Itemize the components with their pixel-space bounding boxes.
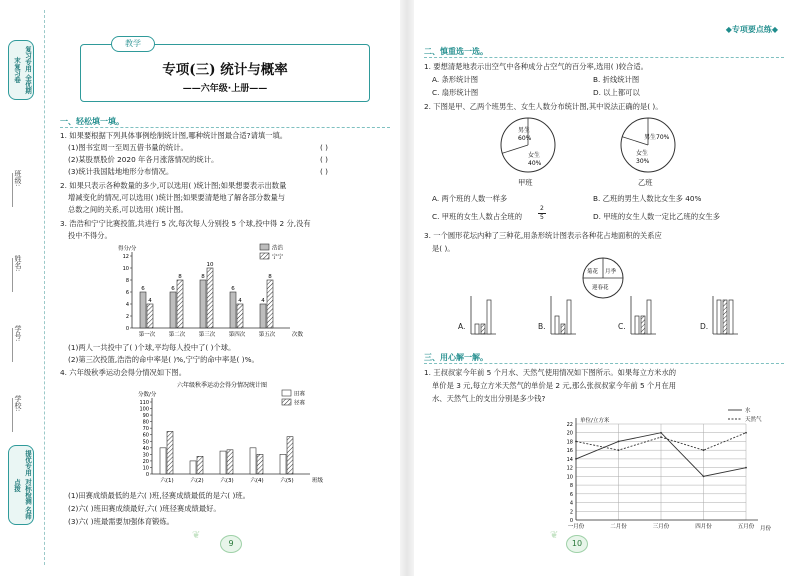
chart-title: 六年级秋季运动会得分情况统计图 [176, 382, 268, 389]
choice-question-2: 2. 下图是甲、乙两个班男生、女生人数分布统计图,其中说法正确的是( )。 [424, 102, 663, 111]
y-tick-label: 10 [566, 474, 573, 481]
pie1-girl-pct: 40% [528, 160, 542, 167]
question-2-line-2: 增减变化的情况,可以选用( )统计图;如果要清楚地了解各部分数量与 [68, 193, 286, 202]
bar-value-label: 4 [261, 298, 265, 304]
category-label: 六(4) [250, 478, 264, 484]
page-fold [400, 0, 414, 576]
category-label: 三月份 [652, 524, 670, 530]
y-tick-label: 18 [566, 439, 573, 446]
pie1-boy-label: 男生 [518, 127, 531, 134]
y-tick-label: 4 [125, 302, 129, 308]
y-tick-label: 8 [125, 278, 129, 284]
binding-sidebar [0, 0, 50, 576]
question-3-2: (2)第三次投篮,浩浩的命中率是( )%,宁宁的命中率是( )%。 [68, 355, 259, 364]
option-a-label[interactable]: A. [458, 322, 466, 331]
option-d-label[interactable]: D. [700, 322, 709, 331]
category-label: 一月份 [567, 524, 585, 530]
data-point [660, 436, 662, 438]
section-1-divider [60, 127, 390, 128]
bar-series-2 [237, 304, 243, 328]
category-label: 六(3) [220, 478, 234, 484]
data-point [618, 441, 620, 443]
y-tick-label: 50 [142, 439, 149, 446]
legend-label: 径赛 [294, 400, 306, 407]
y-tick-label: 80 [142, 419, 149, 426]
choice-2-option-d[interactable]: D. 甲班的女生人数一定比乙班的女生多 [593, 212, 721, 221]
bar-series-2 [167, 431, 173, 474]
bar-value-label: 8 [268, 274, 272, 280]
section-2-heading: 二、慎重选一选。 [424, 47, 488, 56]
right-page [418, 0, 790, 576]
bar-series-1 [260, 304, 266, 328]
question-3-1: (1)两人一共投中了( )个球,平均每人投中了( )个球。 [68, 343, 236, 352]
y-tick-label: 6 [569, 491, 573, 498]
bar-series-1 [250, 448, 256, 474]
y-tick-label: 0 [145, 472, 149, 478]
category-label: 第五次 [258, 332, 276, 338]
y-tick-label: 10 [122, 266, 129, 272]
flower3-label: 迎春花 [592, 285, 609, 291]
question-2-line-3: 总数之间的关系,可以选用( )统计图。 [68, 205, 188, 214]
option-d-bars[interactable] [712, 296, 738, 336]
y-tick-label: 20 [142, 458, 149, 465]
category-label: 第四次 [228, 332, 246, 338]
page-title: 专项(三) 统计与概率 [162, 62, 288, 78]
leaf-decoration-icon: ❦ [550, 530, 559, 541]
page-subtitle: ——六年级·上册—— [182, 84, 268, 94]
flower-bed-circle [578, 256, 628, 300]
question-4-1: (1)田赛成绩最低的是六( )班,径赛成绩最低的是六( )班。 [68, 491, 250, 500]
y-axis-label: 得分/分 [118, 246, 137, 252]
y-tick-label: 2 [125, 314, 129, 320]
question-4-3: (3)六( )班最需要加强体育锻炼。 [68, 517, 174, 526]
bar-value-label: 6 [141, 286, 145, 292]
y-axis-label: 单位/立方米 [580, 418, 610, 424]
legend-label: 田赛 [294, 391, 306, 398]
problem-1-line-3: 水、天然气上的支出分别是多少钱? [432, 394, 546, 403]
data-point [618, 449, 620, 451]
y-tick-label: 2 [569, 509, 573, 516]
bar-value-label: 10 [206, 262, 214, 268]
page-number: 10 [566, 535, 588, 553]
bar-series-2 [257, 454, 263, 474]
legend-swatch [260, 253, 269, 259]
sports-meet-bar-chart [122, 380, 352, 490]
choice-1-option-c[interactable]: C. 扇形统计图 [432, 88, 479, 97]
bar-series-1 [140, 292, 146, 328]
y-tick-label: 10 [142, 465, 149, 472]
choice-1-option-d[interactable]: D. 以上都可以 [593, 88, 640, 97]
answer-blank-1-1[interactable]: ( ) [320, 143, 329, 152]
legend-label: 水 [745, 408, 751, 414]
sidebar-tab-top: 复习专用 全优期末复习卷 [8, 40, 34, 100]
y-tick-label: 100 [139, 406, 149, 413]
option-b-bars[interactable] [550, 296, 576, 336]
data-point [703, 449, 705, 451]
legend-label: 宁宁 [272, 254, 284, 261]
category-label: 第三次 [198, 332, 216, 338]
y-tick-label: 8 [569, 483, 573, 490]
category-label: 六(5) [280, 478, 294, 484]
bar-series-1 [280, 454, 286, 474]
question-1: 1. 如果要根据下列具体事例绘制统计图,哪种统计图最合适?请填一填。 [60, 131, 288, 140]
y-tick-label: 4 [569, 500, 573, 507]
choice-2-option-a[interactable]: A. 两个班的人数一样多 [432, 194, 508, 203]
pie2-caption: 乙班 [638, 178, 653, 187]
bar-value-label: 6 [231, 286, 235, 292]
data-point [660, 432, 662, 434]
bar-value-label: 4 [148, 298, 152, 304]
y-tick-label: 40 [142, 445, 149, 452]
bar-series-2 [177, 280, 183, 328]
choice-2-option-b[interactable]: B. 乙班的男生人数比女生多 40% [593, 194, 702, 203]
option-c-bars[interactable] [630, 296, 656, 336]
bar-series-1 [190, 461, 196, 474]
y-tick-label: 30 [142, 452, 149, 459]
data-point [745, 432, 747, 434]
basketball-bar-chart [110, 242, 320, 342]
question-4-2: (2)六( )班田赛成绩最好,六( )班径赛成绩最好。 [68, 504, 221, 513]
cut-line [44, 10, 45, 565]
answer-blank-1-2[interactable]: ( ) [320, 155, 329, 164]
bar-series-2 [287, 437, 293, 474]
y-tick-label: 16 [566, 448, 573, 455]
question-2-line-1: 2. 如果只表示各种数量的多少,可以选用( )统计图;如果想要表示出数量 [60, 181, 287, 190]
problem-1-line-1: 1. 王叔叔家今年前 5 个月水、天然气使用情况如下图所示。如果每立方米水的 [424, 368, 677, 377]
bar-series-1 [200, 280, 206, 328]
bar-series-2 [147, 304, 153, 328]
fraction-denominator: 5 [540, 214, 544, 221]
legend-label: 天然气 [745, 417, 762, 423]
bar-series-1 [170, 292, 176, 328]
class-field: 班级: [12, 170, 23, 207]
leaf-decoration-icon: ❦ [192, 530, 201, 541]
choice-question-1: 1. 要想清楚地表示出空气中各种成分占空气的百分率,选用( )较合适。 [424, 62, 648, 71]
flower1-label: 菊花 [587, 269, 599, 275]
y-tick-label: 0 [125, 326, 129, 332]
water-gas-line-chart [548, 406, 786, 534]
data-point [703, 475, 705, 477]
bar-value-label: 6 [171, 286, 175, 292]
y-tick-label: 6 [125, 290, 129, 296]
question-3-line-2: 投中不得分。 [68, 231, 112, 240]
title-badge: 教学 [111, 36, 155, 52]
choice-question-3-line-2: 是( )。 [432, 244, 455, 253]
legend-swatch [260, 244, 269, 250]
y-tick-label: 12 [566, 465, 573, 472]
legend-swatch [282, 390, 291, 396]
bar-value-label: 8 [178, 274, 182, 280]
bar-series-2 [227, 450, 233, 474]
bar-series-1 [220, 451, 226, 474]
option-c-label[interactable]: C. [618, 322, 626, 331]
y-tick-label: 70 [142, 426, 149, 433]
pie1-caption: 甲班 [518, 178, 533, 187]
bar-series-2 [267, 280, 273, 328]
y-axis-label: 分数/分 [138, 392, 157, 398]
y-tick-label: 12 [122, 254, 129, 260]
corner-tag: ◆专项要点练◆ [725, 25, 778, 34]
fraction-numerator: 2 [540, 205, 544, 212]
x-axis-label: 次数 [292, 332, 304, 338]
choice-1-option-a[interactable]: A. 条形统计图 [432, 75, 478, 84]
category-label: 五月份 [737, 524, 755, 530]
legend-label: 浩浩 [272, 245, 284, 252]
flower2-label: 月季 [605, 269, 617, 275]
option-a-bars[interactable] [470, 296, 496, 336]
page-number: 9 [220, 535, 242, 553]
category-label: 六(2) [190, 478, 204, 484]
class-b-pie-chart [618, 115, 678, 175]
y-tick-label: 20 [566, 430, 573, 437]
section-1-heading: 一、轻松填一填。 [60, 117, 124, 126]
option-b-label[interactable]: B. [538, 322, 546, 331]
y-tick-label: 110 [139, 400, 149, 406]
class-a-pie-chart [498, 115, 558, 175]
pie1-boy-pct: 60% [518, 135, 532, 142]
school-field: 学校: [12, 395, 23, 432]
bar-series-2 [207, 268, 213, 328]
question-1-2: (2)某股票股价 2020 年各月涨落情况的统计。 [68, 155, 219, 164]
pie2-boy-label: 男生70% [644, 134, 670, 141]
pie2-girl-label: 女生 [636, 150, 649, 157]
y-tick-label: 22 [566, 422, 573, 428]
data-point [575, 441, 577, 443]
data-point [575, 458, 577, 460]
bar-series-2 [197, 456, 203, 474]
section-3-heading: 三、用心解一解。 [424, 353, 488, 362]
choice-1-option-b[interactable]: B. 折线统计图 [593, 75, 640, 84]
name-field: 姓名: [12, 255, 23, 292]
left-page [52, 0, 397, 576]
bar-value-label: 8 [201, 274, 205, 280]
sidebar-tab-bottom: 提优专用 对标检测 名师点拨 [8, 445, 34, 525]
x-axis-label: 班级 [312, 478, 324, 484]
bar-value-label: 4 [238, 298, 242, 304]
pie1-girl-label: 女生 [528, 152, 541, 159]
id-field: 学号: [12, 325, 23, 362]
category-label: 六(1) [160, 478, 174, 484]
section-2-divider [424, 57, 784, 58]
pie2-girl-pct: 30% [636, 158, 650, 165]
x-axis-label: 月份 [760, 526, 772, 532]
section-3-divider [424, 363, 784, 364]
y-tick-label: 60 [142, 432, 149, 439]
bar-series-1 [230, 292, 236, 328]
y-tick-label: 0 [569, 518, 573, 524]
category-label: 二月份 [610, 524, 627, 530]
bar-series-1 [160, 448, 166, 474]
y-tick-label: 90 [142, 413, 149, 420]
category-label: 第一次 [138, 332, 156, 338]
y-tick-label: 14 [566, 456, 573, 463]
question-3-line-1: 3. 浩浩和宁宁比赛投篮,共进行 5 次,每次每人分别投 5 个球,投中得 2 分,没有 [60, 219, 311, 228]
problem-1-line-2: 单价是 3 元,每立方米天然气的单价是 2 元,那么张叔叔家今年前 5 个月在用 [432, 381, 677, 390]
choice-2-option-c[interactable]: C. 甲班的女生人数占全班的 [432, 212, 522, 221]
question-1-1: (1)图书室周一至周五借书量的统计。 [68, 143, 188, 152]
category-label: 四月份 [695, 524, 712, 530]
answer-blank-1-3[interactable]: ( ) [320, 167, 329, 176]
choice-question-3-line-1: 3. 一个圆形花坛内种了三种花,用条形统计图表示各种花占地面积的关系应 [424, 231, 662, 240]
data-point [745, 467, 747, 469]
category-label: 第二次 [168, 332, 186, 338]
title-box [80, 39, 370, 102]
question-4: 4. 六年级秋季运动会得分情况如下图。 [60, 368, 187, 377]
legend-swatch [282, 399, 291, 405]
question-1-3: (3)统计我国陆地地形分布情况。 [68, 167, 174, 176]
